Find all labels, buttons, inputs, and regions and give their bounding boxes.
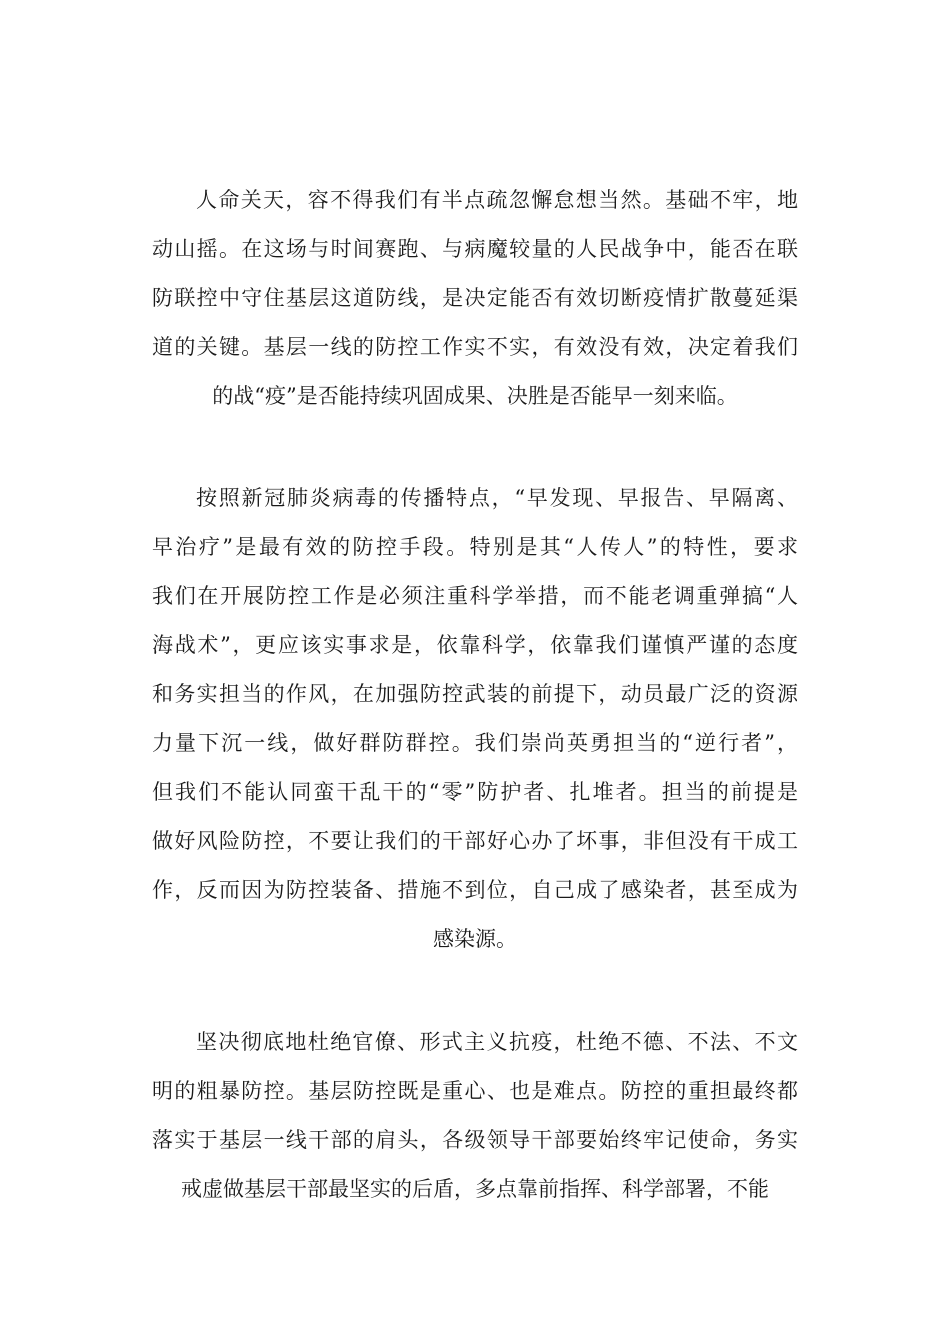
paragraph-2-line-5: 和务实担当的作风，在加强防控武装的前提下，动员最广泛的资源 <box>152 682 798 706</box>
paragraph-2-line-9: 作，反而因为防控装备、措施不到位，自己成了感染者，甚至成为 <box>152 878 798 902</box>
paragraph-2-line-1: 按照新冠肺炎病毒的传播特点，“早发现、早报告、早隔离、 <box>196 486 798 510</box>
paragraph-3-line-1: 坚决彻底地杜绝官僚、形式主义抗疫，杜绝不德、不法、不文 <box>196 1030 798 1054</box>
paragraph-2-line-10: 感染源。 <box>433 927 517 951</box>
paragraph-3-line-3: 落实于基层一线干部的肩头，各级领导干部要始终牢记使命，务实 <box>152 1128 798 1152</box>
paragraph-1-line-2: 动山摇。在这场与时间赛跑、与病魔较量的人民战争中，能否在联 <box>152 237 798 261</box>
paragraph-1-line-4: 道的关键。基层一线的防控工作实不实，有效没有效，决定着我们 <box>152 335 798 359</box>
paragraph-1-line-1: 人命关天，容不得我们有半点疏忽懈怠想当然。基础不牢，地 <box>196 188 798 212</box>
paragraph-1-line-3: 防联控中守住基层这道防线，是决定能否有效切断疫情扩散蔓延渠 <box>152 286 798 310</box>
paragraph-3-line-4: 戒虚做基层干部最坚实的后盾，多点靠前指挥、科学部署，不能 <box>181 1177 769 1201</box>
paragraph-2-line-8: 做好风险防控，不要让我们的干部好心办了坏事，非但没有干成工 <box>152 829 798 853</box>
paragraph-2-line-4: 海战术”，更应该实事求是，依靠科学，依靠我们谨慎严谨的态度 <box>152 633 798 657</box>
paragraph-3-line-2: 明的粗暴防控。基层防控既是重心、也是难点。防控的重担最终都 <box>152 1079 798 1103</box>
paragraph-2-line-3: 我们在开展防控工作是必须注重科学举措，而不能老调重弹搞“人 <box>152 584 798 608</box>
paragraph-1-line-5: 的战“疫”是否能持续巩固成果、决胜是否能早一刻来临。 <box>212 384 738 408</box>
paragraph-2-line-6: 力量下沉一线，做好群防群控。我们崇尚英勇担当的“逆行者”， <box>152 731 798 755</box>
paragraph-2-line-7: 但我们不能认同蛮干乱干的“零”防护者、扎堆者。担当的前提是 <box>152 780 798 804</box>
paragraph-2-line-2: 早治疗”是最有效的防控手段。特别是其“人传人”的特性，要求 <box>152 535 798 559</box>
